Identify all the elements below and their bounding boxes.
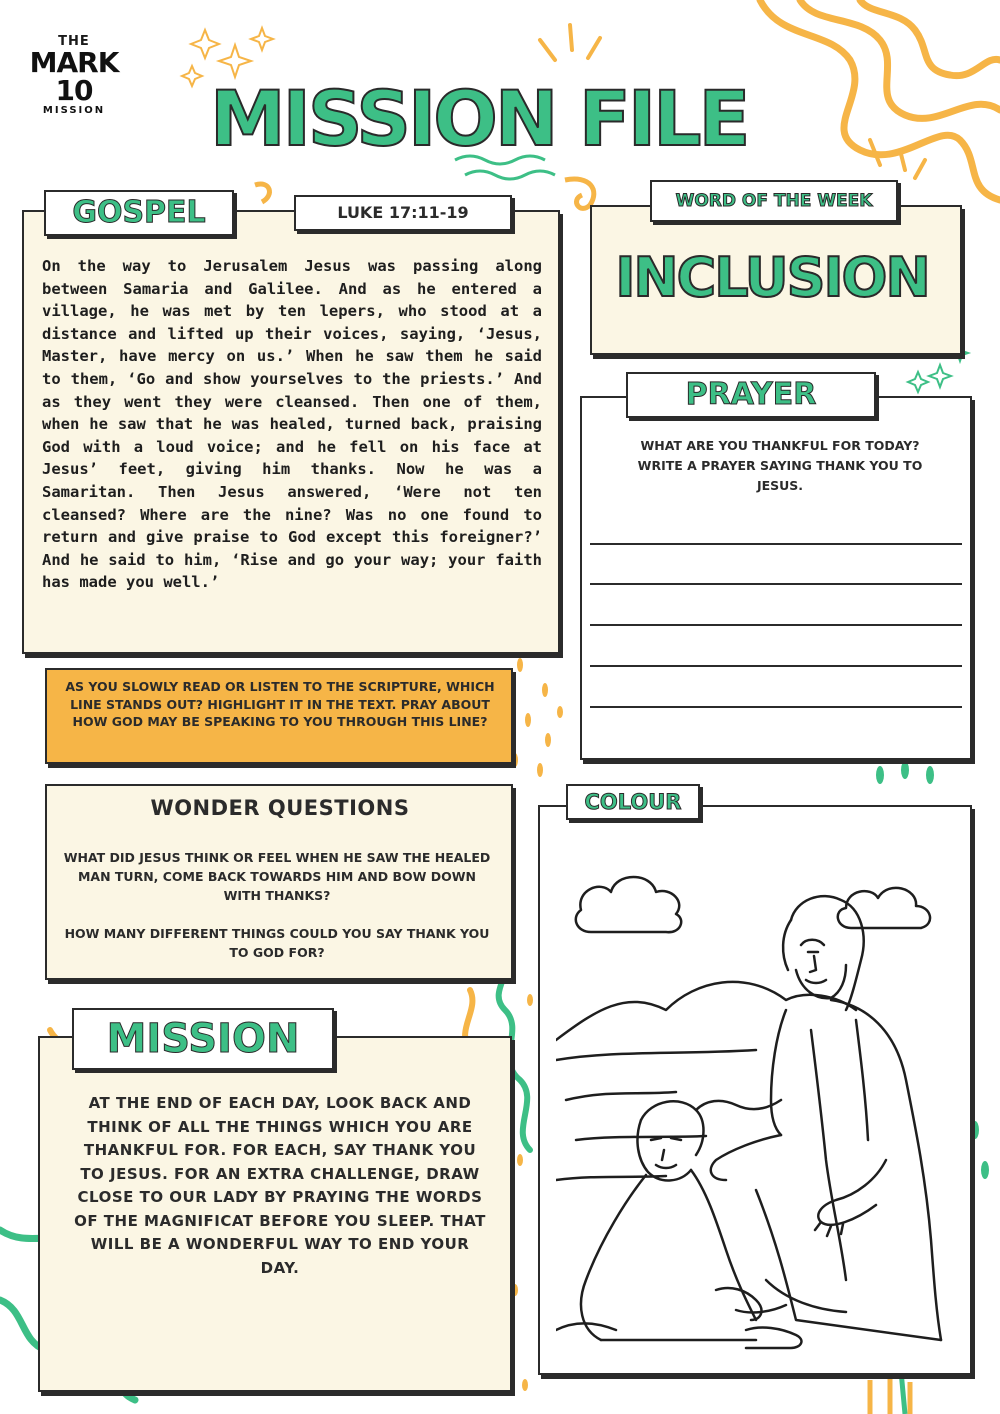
wonder-question-2: HOW MANY DIFFERENT THINGS COULD YOU SAY THANK YOU TO GOD FOR? bbox=[64, 926, 490, 960]
gospel-tag: GOSPEL bbox=[44, 190, 234, 236]
instruction-text: AS YOU SLOWLY READ OR LISTEN TO THE SCRIPTURE, WHICH LINE STANDS OUT? HIGHLIGHT IT IN THE TEXT. PRAY ABOUT HOW GOD MAY BE SPEAKING TO YOU THROUGH THIS LINE? bbox=[65, 679, 495, 729]
word-of-week-tag: WORD OF THE WEEK bbox=[650, 180, 898, 222]
prayer-tag: PRAYER bbox=[626, 372, 876, 418]
gospel-reference: LUKE 17:11-19 bbox=[294, 195, 512, 231]
prayer-line[interactable] bbox=[590, 624, 962, 626]
prayer-line[interactable] bbox=[590, 665, 962, 667]
mission-text: AT THE END OF EACH DAY, LOOK BACK AND THINK OF ALL THE THINGS WHICH YOU ARE THANKFUL FOR. FOR EACH, SAY THANK YOU TO JESUS. FOR AN EXTRA CHALLENGE, DRAW CLOSE TO OUR LADY BY PRAYING THE WORDS OF THE MAGNIFICAT BEFORE YOU SLEEP. THAT WILL BE A WONDERFUL WAY TO END YOUR DAY. bbox=[74, 1094, 486, 1277]
logo-main: MARK 10 bbox=[29, 46, 119, 107]
gospel-text[interactable]: On the way to Jerusalem Jesus was passing along between Samaria and Galilee. And as he entered a village, he was met by ten lepers, who stood at a distance and lifted up their voices, saying, ‘Jesus, Master, have mercy on us.’ When he saw them he said to them, ‘Go and show yourselves to the priests.’ And as they went they were cleansed. Then one of them, when he saw that he was healed, turned back, praising God with a loud voice; and he fell on his face at Jesus’ feet, giving him thanks. Now he was a Samaritan. Then Jesus answered, ‘Were not ten cleansed? Where are the nine? Was no one found to return and give praise to God except this foreigner?’ And he said to him, ‘Rise and go your way; your faith has made you well.’ bbox=[42, 257, 542, 592]
prayer-line[interactable] bbox=[590, 583, 962, 585]
word-of-week: INCLUSION bbox=[615, 246, 929, 309]
mark10-logo bbox=[14, 30, 134, 120]
wonder-question-1: WHAT DID JESUS THINK OR FEEL WHEN HE SAW THE HEALED MAN TURN, COME BACK TOWARDS HIM AND BOW DOWN WITH THANKS? bbox=[63, 850, 491, 903]
page-title: MISSION FILE bbox=[210, 74, 748, 163]
prayer-question: WHAT ARE YOU THANKFUL FOR TODAY? WRITE A PRAYER SAYING THANK YOU TO JESUS. bbox=[637, 438, 923, 493]
logo-the: THE bbox=[58, 34, 90, 49]
colour-tag: COLOUR bbox=[566, 784, 700, 820]
wonder-questions-title: WONDER QUESTIONS bbox=[150, 796, 410, 820]
logo-sub: MISSION bbox=[42, 105, 106, 116]
mission-tag: MISSION bbox=[72, 1008, 334, 1070]
prayer-line[interactable] bbox=[590, 706, 962, 708]
colouring-illustration[interactable] bbox=[556, 860, 956, 1360]
prayer-line[interactable] bbox=[590, 543, 962, 545]
